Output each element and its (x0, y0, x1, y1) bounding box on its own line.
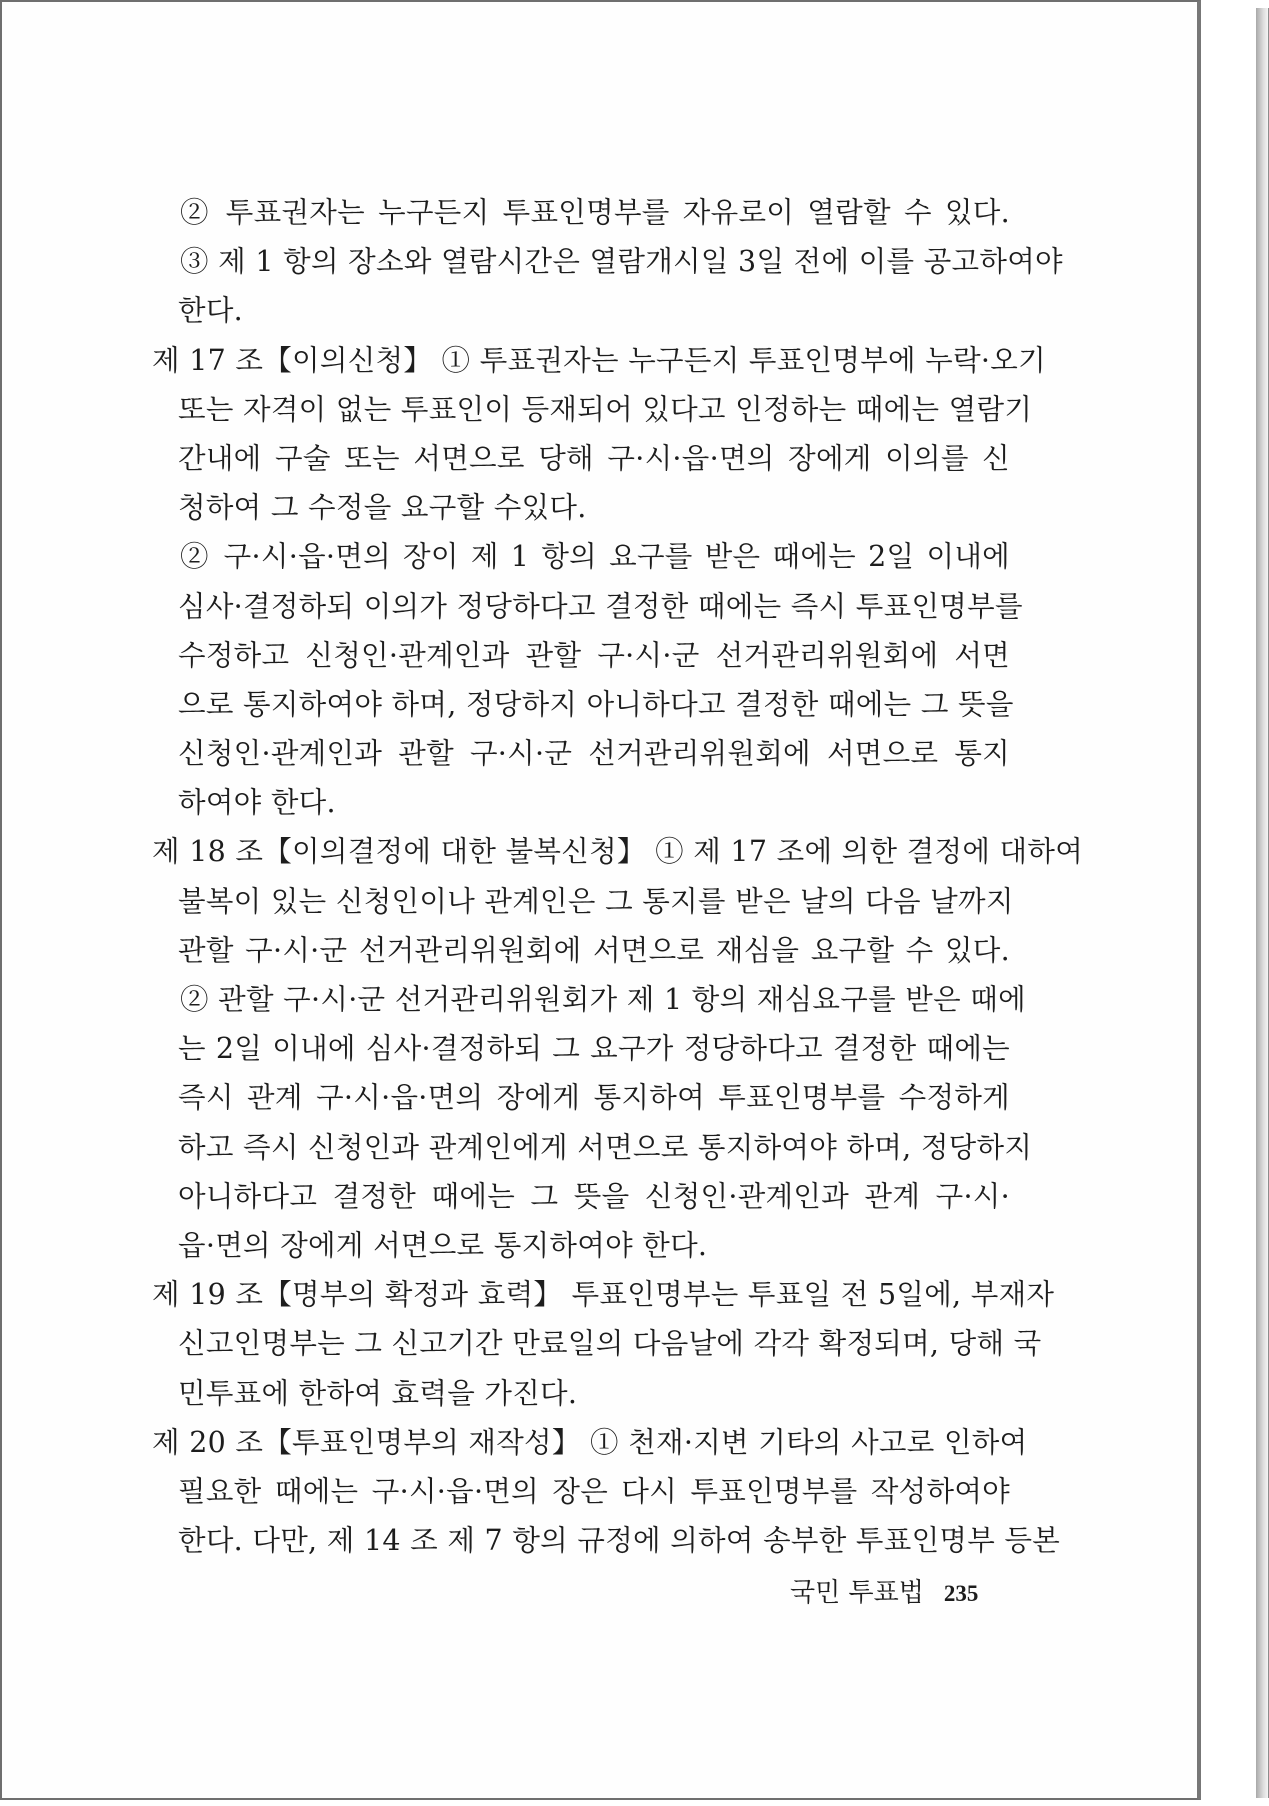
text-line: 읍·면의 장에게 서면으로 통지하여야 한다. (178, 1228, 708, 1262)
text-line: 또는 자격이 없는 투표인이 등재되어 있다고 인정하는 때에는 열람기 (178, 392, 1033, 426)
text-line: ③ 제 1 항의 장소와 열람시간은 열람개시일 3일 전에 이를 공고하여야 (180, 245, 1063, 279)
text-line: 간내에 구술 또는 서면으로 당해 구·시·읍·면의 장에게 이의를 신 (178, 441, 1010, 475)
article-17-heading: 제 17 조【이의신청】 ① 투표권자는 누구든지 투표인명부에 누락·오기 (152, 343, 1046, 377)
text-line: 한다. 다만, 제 14 조 제 7 항의 규정에 의하여 송부한 투표인명부 등본 (178, 1524, 1061, 1558)
text-line: 하고 즉시 신청인과 관계인에게 서면으로 통지하여야 하며, 정당하지 (178, 1130, 1033, 1164)
text-line: 는 2일 이내에 심사·결정하되 그 요구가 정당하다고 결정한 때에는 (178, 1032, 1010, 1066)
text-line: 민투표에 한하여 효력을 가진다. (178, 1376, 578, 1410)
running-title: 국민 투표법 (790, 1578, 924, 1608)
text-line: 심사·결정하되 이의가 정당하다고 결정한 때에는 즉시 투표인명부를 (178, 589, 1023, 623)
text-line: 신청인·관계인과 관할 구·시·군 선거관리위원회에 서면으로 통지 (178, 737, 1010, 771)
text-line: 하여야 한다. (178, 786, 336, 820)
page-number: 235 (943, 1581, 979, 1606)
text-line: 한다. (178, 294, 244, 328)
page-edge (1256, 8, 1269, 1798)
text-line: 관할 구·시·군 선거관리위원회에 서면으로 재심을 요구할 수 있다. (178, 933, 1010, 967)
page-footer (790, 1572, 978, 1609)
text-line: 불복이 있는 신청인이나 관계인은 그 통지를 받은 날의 다음 날까지 (178, 884, 1014, 918)
article-19-heading: 제 19 조【명부의 확정과 효력】 투표인명부는 투표일 전 5일에, 부재자 (152, 1278, 1055, 1312)
article-20-heading: 제 20 조【투표인명부의 재작성】 ① 천재·지변 기타의 사고로 인하여 (152, 1425, 1028, 1459)
text-line: ② 구·시·읍·면의 장이 제 1 항의 요구를 받은 때에는 2일 이내에 (180, 540, 1010, 574)
text-line: ② 관할 구·시·군 선거관리위원회가 제 1 항의 재심요구를 받은 때에 (180, 983, 1026, 1016)
text-line: 수정하고 신청인·관계인과 관할 구·시·군 선거관리위원회에 서면 (178, 638, 1010, 672)
text-line: 신고인명부는 그 신고기간 만료일의 다음날에 각각 확정되며, 당해 국 (178, 1327, 1042, 1361)
body-text (152, 188, 1084, 1565)
text-line: ② 투표권자는 누구든지 투표인명부를 자유로이 열람할 수 있다. (180, 196, 1010, 229)
text-line: 즉시 관계 구·시·읍·면의 장에게 통지하여 투표인명부를 수정하게 (178, 1081, 1010, 1115)
text-line: 필요한 때에는 구·시·읍·면의 장은 다시 투표인명부를 작성하여야 (178, 1474, 1010, 1508)
article-18-heading: 제 18 조【이의결정에 대한 불복신청】 ① 제 17 조에 의한 결정에 대하여 (152, 835, 1084, 869)
text-line: 청하여 그 수정을 요구할 수있다. (178, 491, 587, 525)
text-line: 아니하다고 결정한 때에는 그 뜻을 신청인·관계인과 관계 구·시· (178, 1179, 1010, 1213)
text-line: 으로 통지하여야 하며, 정당하지 아니하다고 결정한 때에는 그 뜻을 (178, 687, 1014, 721)
